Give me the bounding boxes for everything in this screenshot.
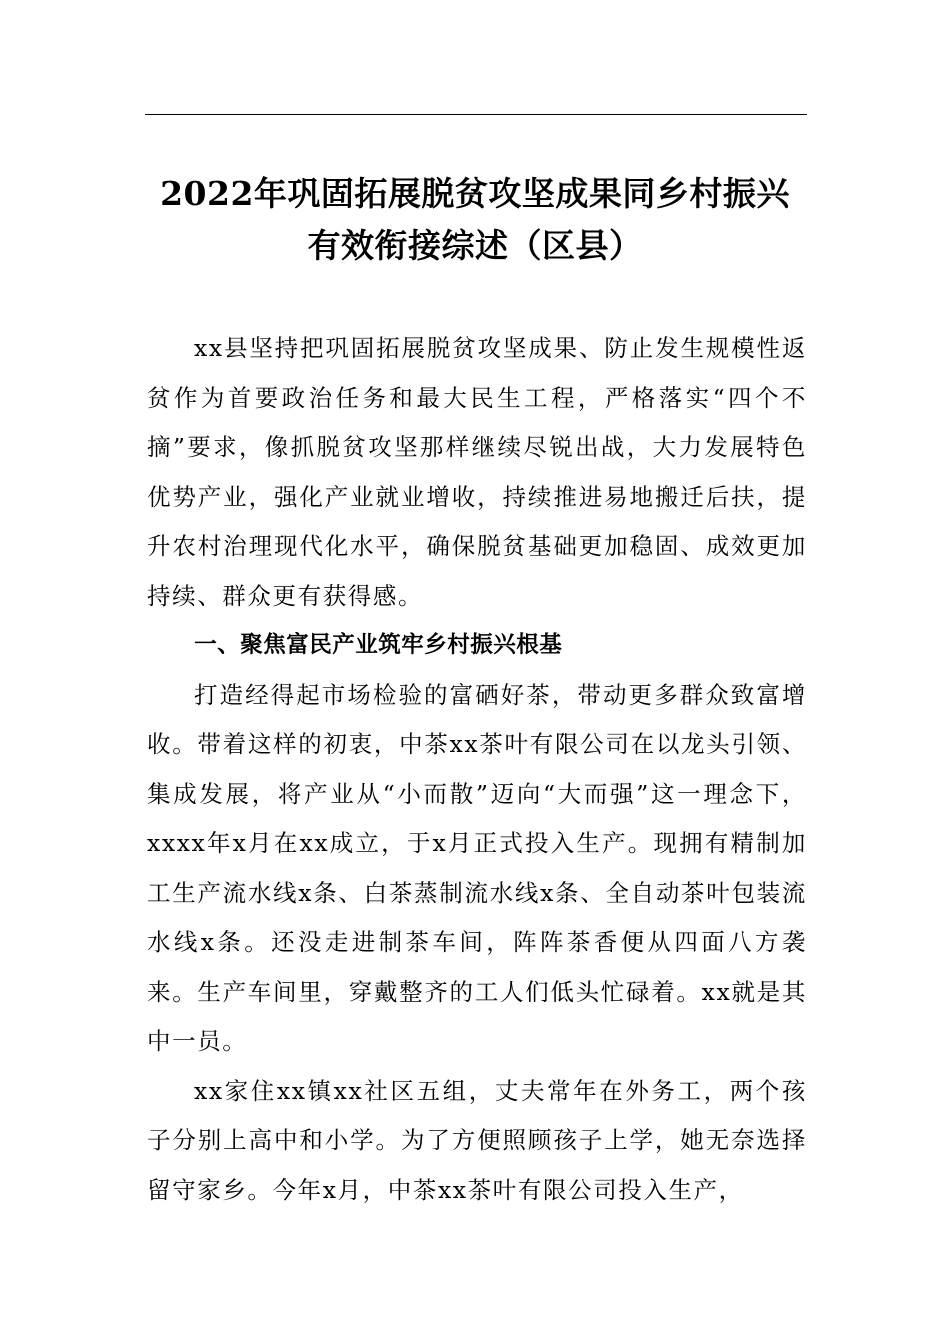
document-body — [147, 324, 807, 1215]
section-heading: 一、聚焦富民产业筑牢乡村振兴根基 — [194, 632, 563, 658]
header-rule — [145, 114, 807, 115]
title-line-2: 有效衔接综述（区县） — [307, 226, 643, 265]
title-line-1: 2022年巩固拓展脱贫攻坚成果同乡村振兴 — [160, 174, 790, 213]
body-paragraph: 打造经得起市场检验的富硒好茶，带动更多群众致富增收。带着这样的初衷，中茶xx茶叶有限公司在以龙头引领、集成发展，将产业从“小而散”迈向“大而强”这一理念下，xxxx年x月在xx成立，于x月正式投入生产。现拥有精制加工生产流水线x条、白茶蒸制流水线x条、全自动茶叶包装流水线x条。还没走进制茶车间，阵阵茶香便从四面八方袭来。生产车间里，穿戴整齐的工人们低头忙碌着。xx就是其中一员。 — [147, 680, 807, 1055]
document-title — [120, 168, 830, 272]
intro-paragraph: xx县坚持把巩固拓展脱贫攻坚成果、防止发生规模性返贫作为首要政治任务和最大民生工程，严格落实“四个不摘”要求，像抓脱贫攻坚那样继续尽锐出战，大力发展特色优势产业，强化产业就业增收，持续推进易地搬迁后扶，提升农村治理现代化水平，确保脱贫基础更加稳固、成效更加持续、群众更有获得感。 — [147, 334, 807, 610]
body-paragraph: xx家住xx镇xx社区五组，丈夫常年在外务工，两个孩子分别上高中和小学。为了方便照顾孩子上学，她无奈选择留守家乡。今年x月，中茶xx茶叶有限公司投入生产， — [147, 1076, 807, 1204]
